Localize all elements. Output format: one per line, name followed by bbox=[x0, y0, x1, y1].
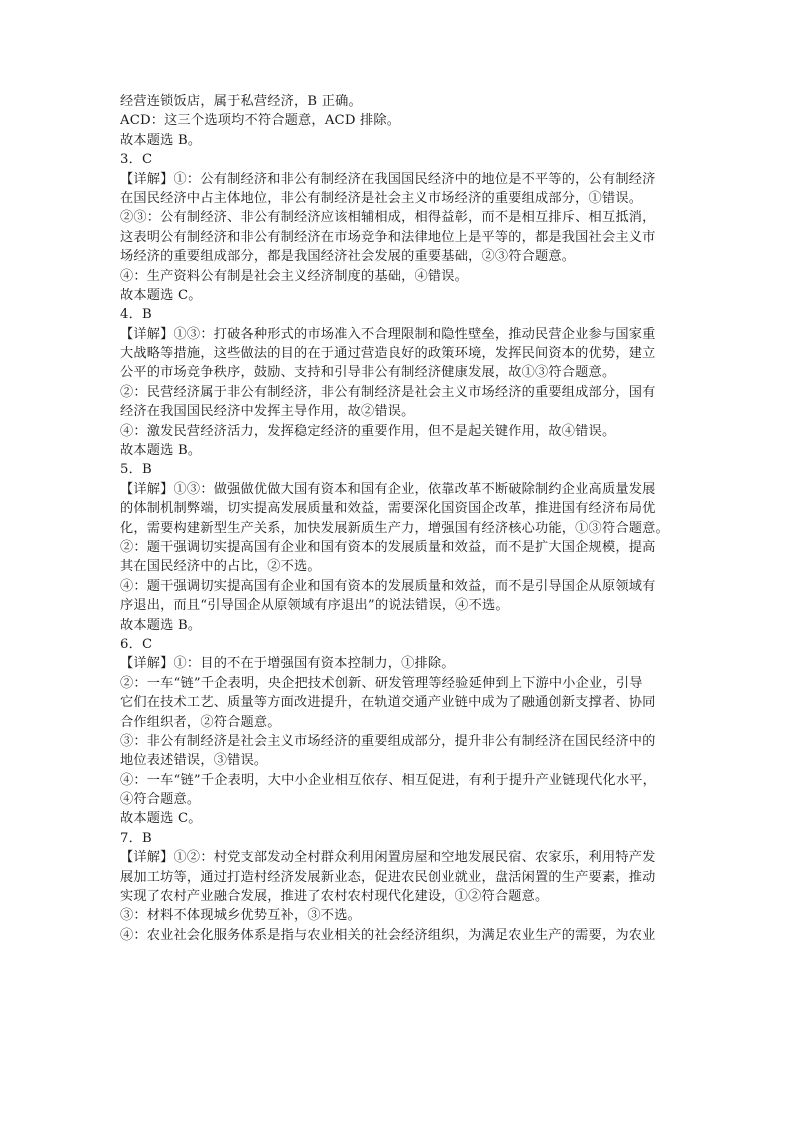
text-line: 7．B bbox=[120, 830, 152, 846]
text-line: ④：农业社会化服务体系是指与农业相关的社会经济组织，为满足农业生产的需要，为农业 bbox=[120, 927, 656, 943]
text-line: 经济在我国国民经济中发挥主导作用，故②错误。 bbox=[120, 404, 415, 420]
text-line: 【详解】①：目的不在于增强国有资本控制力，①排除。 bbox=[120, 656, 455, 672]
text-line: 它们在技术工艺、质量等方面改进提升，在轨道交通产业链中成为了融通创新支撑者、协同 bbox=[120, 695, 656, 711]
text-line: 的体制机制弊端，切实提高发展质量和效益，需要深化国资国企改革，推进国有经济布局优 bbox=[120, 501, 656, 517]
text-line: 【详解】①②：村党支部发动全村群众利用闲置房屋和空地发展民宿、农家乐，利用特产发 bbox=[120, 850, 656, 866]
text-line: 在国民经济中占主体地位，非公有制经济是社会主义市场经济的重要组成部分，①错误。 bbox=[120, 190, 643, 206]
text-line: 大战略等措施，这些做法的目的在于通过营造良好的政策环境，发挥民间资本的优势，建立 bbox=[120, 346, 656, 362]
text-line: 场经济的重要组成部分，都是我国经济社会发展的重要基础，②③符合题意。 bbox=[120, 249, 576, 265]
text-line: 【详解】①：公有制经济和非公有制经济在我国国民经济中的地位是不平等的，公有制经济 bbox=[120, 171, 656, 187]
text-line: 展加工坊等，通过打造村经济发展新业态，促进农民创业就业，盘活闲置的生产要素，推动 bbox=[120, 869, 656, 885]
text-line: ④：题干强调切实提高国有企业和国有资本的发展质量和效益，而不是引导国企从原领域有 bbox=[120, 578, 656, 594]
text-line: 6．C bbox=[120, 636, 153, 652]
text-line: 序退出，而且“引导国企从原领域有序退出”的说法错误，④不选。 bbox=[120, 598, 509, 614]
text-line: 地位表述错误，③错误。 bbox=[120, 753, 268, 769]
text-line: 化，需要构建新型生产关系，加快发展新质生产力，增强国有经济核心功能，①③符合题意。 bbox=[120, 520, 669, 536]
text-line: 故本题选 C。 bbox=[120, 287, 202, 303]
text-line: ④符合题意。 bbox=[120, 792, 201, 808]
text-line: ③：材料不体现城乡优势互补，③不选。 bbox=[120, 908, 361, 924]
text-line: ACD：这三个选项均不符合题意，ACD 排除。 bbox=[120, 113, 401, 129]
text-line: 经营连锁饭店，属于私营经济，B 正确。 bbox=[120, 94, 362, 109]
text-line: 公平的市场竞争秩序，鼓励、支持和引导非公有制经济健康发展，故①③符合题意。 bbox=[120, 365, 616, 381]
text-line: ②③：公有制经济、非公有制经济应该相辅相成，相得益彰，而不是相互排斥、相互抵消， bbox=[120, 210, 656, 226]
text-line: ②：民营经济属于非公有制经济，非公有制经济是社会主义市场经济的重要组成部分，国有 bbox=[120, 384, 656, 400]
text-line: 故本题选 B。 bbox=[120, 617, 202, 633]
text-line: 故本题选 B。 bbox=[120, 443, 202, 459]
text-line: ②：题干强调切实提高国有企业和国有资本的发展质量和效益，而不是扩大国企规模，提高 bbox=[120, 539, 656, 555]
text-line: 这表明公有制经济和非公有制经济在市场竞争和法律地位上是平等的，都是我国社会主义市 bbox=[120, 229, 656, 245]
text-line: 故本题选 C。 bbox=[120, 811, 202, 827]
text-line: ④：一车“链”千企表明，大中小企业相互依存、相互促进，有利于提升产业链现代化水平， bbox=[120, 772, 656, 788]
text-line: 其在国民经济中的占比，②不选。 bbox=[120, 559, 321, 575]
text-line: 【详解】①③：打破各种形式的市场准入不合理限制和隐性壁垒，推动民营企业参与国家重 bbox=[120, 326, 656, 342]
text-line: ④：激发民营经济活力，发挥稳定经济的重要作用，但不是起关键作用，故④错误。 bbox=[120, 423, 616, 439]
text-line: 【详解】①③：做强做优做大国有资本和国有企业，依靠改革不断破除制约企业高质量发展 bbox=[120, 481, 656, 497]
text-line: 4．B bbox=[120, 307, 152, 323]
text-line: 故本题选 B。 bbox=[120, 132, 202, 148]
text-line: ②：一车“链”千企表明，央企把技术创新、研发管理等经验延伸到上下游中小企业，引导 bbox=[120, 675, 643, 691]
text-line: 合作组织者，②符合题意。 bbox=[120, 714, 281, 730]
text-line: ④：生产资料公有制是社会主义经济制度的基础，④错误。 bbox=[120, 268, 469, 284]
text-line: 实现了农村产业融合发展，推进了农村农村现代化建设，①②符合题意。 bbox=[120, 889, 549, 905]
text-line: 5．B bbox=[120, 462, 152, 478]
document-body bbox=[120, 92, 676, 945]
text-line: 3．C bbox=[120, 152, 153, 168]
text-line: ③：非公有制经济是社会主义市场经济的重要组成部分，提升非公有制经济在国民经济中的 bbox=[120, 733, 656, 749]
